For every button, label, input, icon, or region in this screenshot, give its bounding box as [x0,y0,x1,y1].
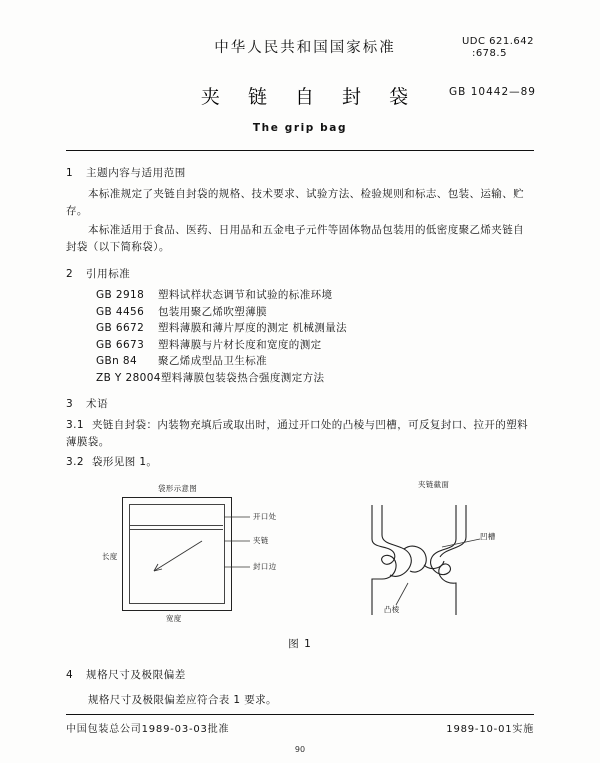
footer-divider [66,714,534,715]
bag-diagonal-leader [152,539,204,575]
reference-name: 塑料薄膜与片材长度和宽度的测定 [158,338,322,351]
reference-code: GB 6672 [96,322,145,334]
clause-3-2 [66,454,534,471]
list-item [66,370,534,387]
section-2-title: 引用标准 [86,268,131,280]
list-item [66,320,534,337]
reference-standards-list [66,287,534,386]
clause-3-1-term: 夹链自封袋： [92,419,158,431]
reference-code: GB 4456 [96,305,145,318]
section-4-number: 4 [66,669,74,681]
footer-issuer: 中国包装总公司1989-03-03批准 [66,724,230,735]
section-4-title: 规格尺寸及极限偏差 [86,669,186,681]
reference-code: GB 6673 [96,338,145,351]
section-1-title: 主题内容与适用范围 [86,167,186,179]
reference-name: 塑料试样状态调节和试验的标准环境 [158,289,333,301]
section-3-title: 术语 [86,398,109,410]
section-3-number: 3 [66,398,74,410]
figure-1 [66,479,534,634]
list-item [66,304,534,321]
label-length: 长度 [102,552,118,561]
figure-right-title: 夹链截面 [418,480,450,489]
label-rib: 凸棱 [384,605,400,614]
list-item [66,287,534,304]
label-groove: 凹槽 [480,532,496,541]
clause-3-1 [66,417,534,451]
udc-line-1: UDC 621.642 [461,36,534,47]
reference-code: GBn 84 [96,355,138,367]
reference-name: 包装用聚乙烯吹塑薄膜 [158,305,267,318]
zipper-cross-section-drawing [338,487,518,627]
document-content [66,36,534,711]
national-standard-title: 中华人民共和国国家标准 [214,40,396,56]
section-1-heading [66,165,534,180]
clause-3-1-text: 内装物充填后或取出时，通过开口处的凸棱与凹槽，可反复封口、拉开的塑料薄膜袋。 [66,419,529,448]
header-divider [66,150,534,151]
reference-name: 塑料薄膜和薄片厚度的测定 机械测量法 [158,322,348,334]
section-2-heading [66,266,534,281]
label-zipper: 夹链 [253,536,269,545]
header-row [66,36,534,66]
title-row [66,82,534,108]
reference-code: GB 2918 [96,289,145,301]
standard-number: GB 10442—89 [449,86,536,98]
section-4-paragraph-1: 规格尺寸及极限偏差应符合表 1 要求。 [88,694,277,706]
section-1-number: 1 [66,167,74,179]
clause-3-1-label: 3.1 [66,419,84,431]
bag-zipper-line-2 [129,529,223,530]
reference-name: 聚乙烯成型品卫生标准 [158,355,267,367]
label-width: 宽度 [166,614,182,623]
bag-zipper-line-1 [129,525,223,526]
list-item [66,337,534,354]
footer [66,720,534,735]
clause-3-2-label: 3.2 [66,456,84,468]
page-number: 90 [294,745,306,754]
section-1-paragraph-1: 本标准规定了夹链自封袋的规格、技术要求、试验方法、检验规则和标志、包装、运输、贮存。 [66,188,524,217]
list-item [66,353,534,370]
page-title: 夹 链 自 封 袋 [200,86,420,108]
section-1-paragraph-2: 本标准适用于食品、医药、日用品和五金电子元件等固体物品包装用的低密度聚乙烯夹链自封袋（以下简称袋）。 [66,224,524,253]
footer-effective-date: 1989-10-01实施 [446,724,534,735]
reference-name: 塑料薄膜包装袋热合强度测定方法 [160,371,325,384]
section-4-heading [66,667,534,682]
clause-3-2-text: 袋形见图 1。 [92,456,158,468]
section-2-number: 2 [66,268,74,280]
figure-left-title: 袋形示意图 [158,484,197,493]
udc-line-2: :678.5 [471,48,507,59]
section-3-heading [66,396,534,411]
label-open-seal: 开口处 [253,512,277,521]
figure-1-caption: 图 1 [288,638,312,650]
english-title: The grip bag [252,122,348,134]
reference-code: ZB Y 28004 [96,371,161,384]
label-seal-edge: 封口边 [253,562,277,571]
udc-code [462,36,534,60]
